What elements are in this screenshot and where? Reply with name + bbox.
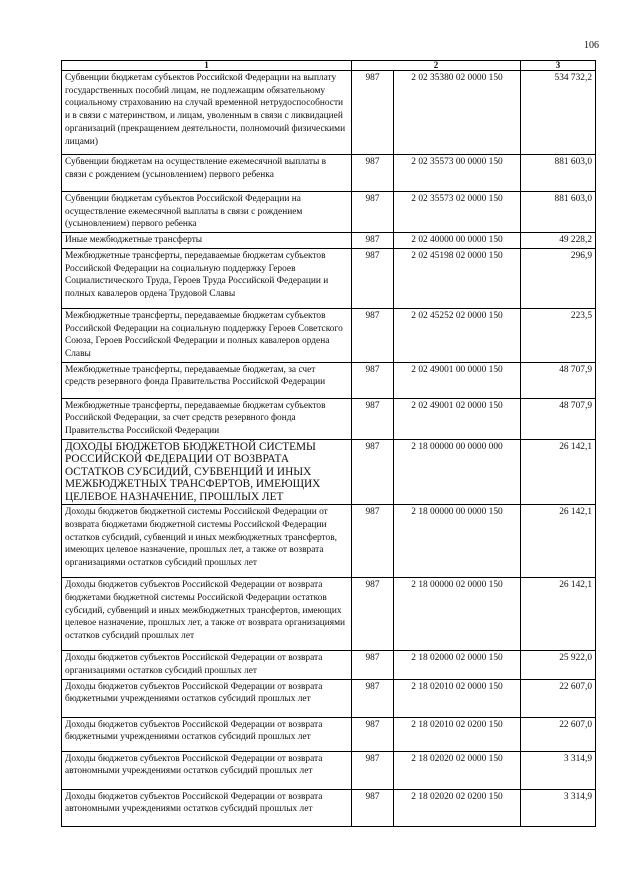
header-row <box>62 61 596 71</box>
row-amount: 26 142,1 <box>521 439 596 505</box>
table-row <box>62 233 596 249</box>
table-row <box>62 578 596 651</box>
row-description: Доходы бюджетов субъектов Российской Федерации от возврата бюджетными учреждениями остатков субсидий прошлых лет <box>62 679 352 717</box>
row-admin-code: 987 <box>352 439 394 505</box>
row-description: Межбюджетные трансферты, передаваемые бюджетам субъектов Российской Федерации на социальную поддержку Героев Советского Союза, Героев Российской Федерации и полных кавалеров ордена Славы <box>62 308 352 362</box>
row-description: Доходы бюджетов субъектов Российской Федерации от возврата организациями остатков субсидий прошлых лет <box>62 651 352 679</box>
row-admin-code: 987 <box>352 505 394 578</box>
row-budget-code: 2 18 00000 02 0000 150 <box>394 578 521 651</box>
budget-table <box>61 60 596 827</box>
row-budget-code: 2 18 00000 00 0000 000 <box>394 439 521 505</box>
row-description: Иные межбюджетные трансферты <box>62 233 352 249</box>
row-description: Доходы бюджетов бюджетной системы Российской Федерации от возврата бюджетами бюджетной системы Российской Федерации остатков субсидий, субвенций и иных межбюджетных трансфертов, имеющих целевое назначение, прошлых лет, а также от возврата организациями остатков субсидий прошлых лет <box>62 505 352 578</box>
row-description: Субвенции бюджетам субъектов Российской Федерации на осуществление ежемесячной выплаты в связи с рождением (усыновлением) первого ребенка <box>62 192 352 233</box>
row-amount: 296,9 <box>521 248 596 308</box>
header-col-3: 3 <box>521 61 596 71</box>
table-row <box>62 398 596 439</box>
row-description: Доходы бюджетов субъектов Российской Федерации от возврата бюджетами бюджетной системы Российской Федерации остатков субсидий, субвенций и иных межбюджетных трансфертов, имеющих целевое назначение, прошлых лет, а также от возврата организациями остатков субсидий прошлых лет <box>62 578 352 651</box>
row-amount: 22 607,0 <box>521 717 596 751</box>
row-admin-code: 987 <box>352 248 394 308</box>
row-budget-code: 2 02 35573 02 0000 150 <box>394 192 521 233</box>
header-col-2: 2 <box>352 61 521 71</box>
row-budget-code: 2 02 49001 02 0000 150 <box>394 398 521 439</box>
row-amount: 223,5 <box>521 308 596 362</box>
row-amount: 48 707,9 <box>521 398 596 439</box>
row-admin-code: 987 <box>352 789 394 826</box>
row-admin-code: 987 <box>352 679 394 717</box>
row-admin-code: 987 <box>352 308 394 362</box>
row-amount: 49 228,2 <box>521 233 596 249</box>
row-budget-code: 2 02 35573 00 0000 150 <box>394 155 521 192</box>
table-row <box>62 679 596 717</box>
row-description: Доходы бюджетов субъектов Российской Федерации от возврата бюджетными учреждениями остатков субсидий прошлых лет <box>62 717 352 751</box>
row-admin-code: 987 <box>352 651 394 679</box>
table-row <box>62 155 596 192</box>
row-budget-code: 2 18 02020 02 0200 150 <box>394 789 521 826</box>
row-description: Субвенции бюджетам на осуществление ежемесячной выплаты в связи с рождением (усыновлением) первого ребенка <box>62 155 352 192</box>
table-row <box>62 505 596 578</box>
table-row <box>62 71 596 155</box>
row-amount: 3 314,9 <box>521 789 596 826</box>
page-number: 106 <box>584 40 599 51</box>
row-budget-code: 2 18 00000 00 0000 150 <box>394 505 521 578</box>
row-description: Субвенции бюджетам субъектов Российской Федерации на выплату государственных пособий лицам, не подлежащим обязательному социальному страхованию на случай временной нетрудоспособности и в связи с материнством, и лицам, уволенным в связи с ликвидацией организаций (прекращением деятельности, полномочий физическими лицами) <box>62 71 352 155</box>
row-admin-code: 987 <box>352 751 394 789</box>
row-amount: 3 314,9 <box>521 751 596 789</box>
row-admin-code: 987 <box>352 578 394 651</box>
table-row <box>62 439 596 505</box>
row-budget-code: 2 02 49001 00 0000 150 <box>394 362 521 398</box>
row-amount: 48 707,9 <box>521 362 596 398</box>
table-row <box>62 717 596 751</box>
row-admin-code: 987 <box>352 717 394 751</box>
row-amount: 881 603,0 <box>521 155 596 192</box>
row-budget-code: 2 18 02010 02 0000 150 <box>394 679 521 717</box>
table-row <box>62 651 596 679</box>
row-description: Доходы бюджетов субъектов Российской Федерации от возврата автономными учреждениями остатков субсидий прошлых лет <box>62 751 352 789</box>
row-admin-code: 987 <box>352 398 394 439</box>
row-amount: 881 603,0 <box>521 192 596 233</box>
row-amount: 26 142,1 <box>521 505 596 578</box>
row-budget-code: 2 18 02010 02 0200 150 <box>394 717 521 751</box>
row-admin-code: 987 <box>352 155 394 192</box>
row-admin-code: 987 <box>352 233 394 249</box>
row-budget-code: 2 02 45252 02 0000 150 <box>394 308 521 362</box>
row-amount: 22 607,0 <box>521 679 596 717</box>
table-row <box>62 308 596 362</box>
row-description: Межбюджетные трансферты, передаваемые бюджетам, за счет средств резервного фонда Правительства Российской Федерации <box>62 362 352 398</box>
table-row <box>62 192 596 233</box>
row-description: Межбюджетные трансферты, передаваемые бюджетам субъектов Российской Федерации на социальную поддержку Героев Социалистического Труда, Героев Труда Российской Федерации и полных кавалеров ордена Трудовой Славы <box>62 248 352 308</box>
row-budget-code: 2 02 40000 00 0000 150 <box>394 233 521 249</box>
row-description: Доходы бюджетов субъектов Российской Федерации от возврата автономными учреждениями остатков субсидий прошлых лет <box>62 789 352 826</box>
row-budget-code: 2 02 35380 02 0000 150 <box>394 71 521 155</box>
row-admin-code: 987 <box>352 192 394 233</box>
row-admin-code: 987 <box>352 362 394 398</box>
row-admin-code: 987 <box>352 71 394 155</box>
table-row <box>62 751 596 789</box>
row-description: Межбюджетные трансферты, передаваемые бюджетам субъектов Российской Федерации, за счет средств резервного фонда Правительства Российской Федерации <box>62 398 352 439</box>
row-budget-code: 2 18 02020 02 0000 150 <box>394 751 521 789</box>
row-budget-code: 2 02 45198 02 0000 150 <box>394 248 521 308</box>
header-col-1: 1 <box>62 61 352 71</box>
row-amount: 534 732,2 <box>521 71 596 155</box>
table-row <box>62 362 596 398</box>
row-amount: 26 142,1 <box>521 578 596 651</box>
table-row <box>62 248 596 308</box>
row-description: ДОХОДЫ БЮДЖЕТОВ БЮДЖЕТНОЙ СИСТЕМЫ РОССИЙСКОЙ ФЕДЕРАЦИИ ОТ ВОЗВРАТА ОСТАТКОВ СУБСИДИЙ, СУБВЕНЦИЙ И ИНЫХ МЕЖБЮДЖЕТНЫХ ТРАНСФЕРТОВ, ИМЕЮЩИХ ЦЕЛЕВОЕ НАЗНАЧЕНИЕ, ПРОШЛЫХ ЛЕТ <box>62 439 352 505</box>
row-budget-code: 2 18 02000 02 0000 150 <box>394 651 521 679</box>
row-amount: 25 922,0 <box>521 651 596 679</box>
table-row <box>62 789 596 826</box>
